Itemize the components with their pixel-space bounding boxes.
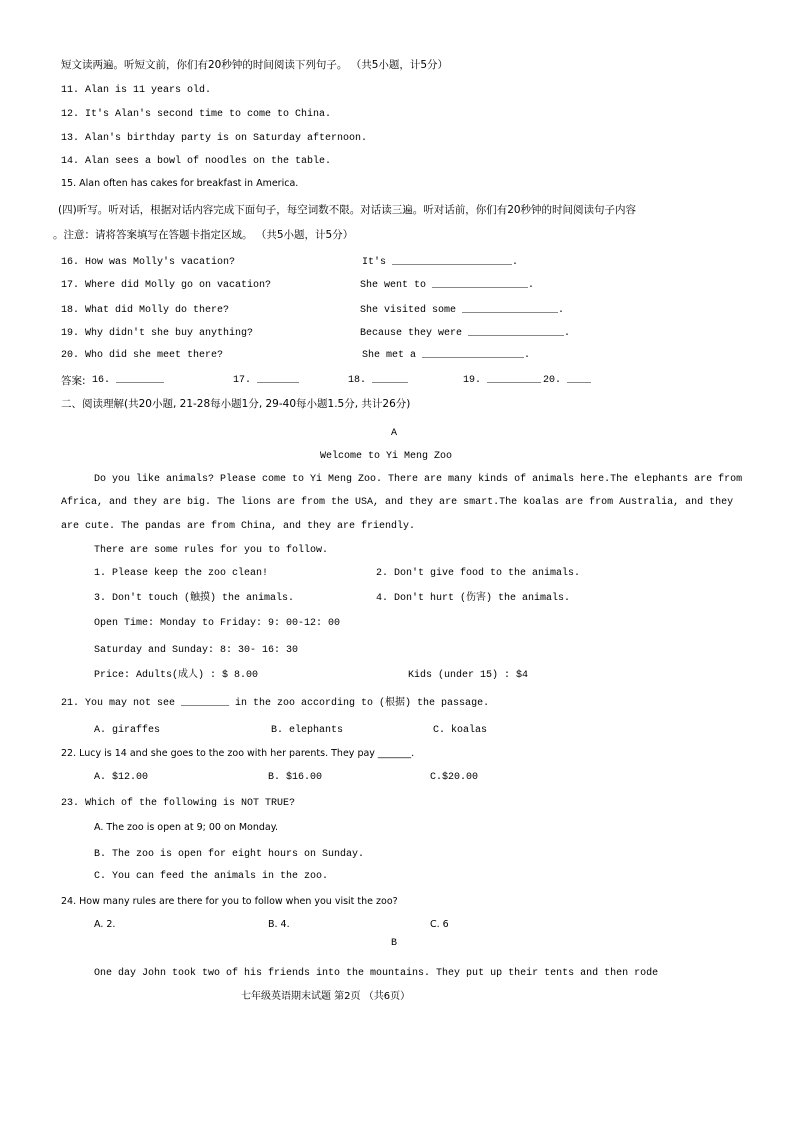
part-header: 二、阅读理解(共20小题, 21-28每小题1分, 29-40每小题1.5分, 共计26分) (61, 398, 411, 410)
passage-title: Welcome to Yi Meng Zoo (320, 451, 453, 462)
question-stem: 23. Which of the following is NOT TRUE? (61, 798, 296, 809)
answer-slot: 17. _______ (233, 375, 300, 386)
passage-letter: A (391, 428, 398, 439)
price-adults: Price: Adults(成人) : $ 8.00 (94, 670, 259, 681)
question-stem: 24. How many rules are there for you to follow when you visit the zoo? (61, 896, 398, 907)
answer-slot: 20. ____ (543, 375, 592, 386)
passage-text: One day John took two of his friends into the mountains. They put up their tents and then rode (94, 968, 659, 979)
page-footer: 七年级英语期末试题 第2页 （共6页） (241, 991, 411, 1002)
option: A. $12.00 (94, 772, 149, 783)
dictation-answer: Because they were ________________. (360, 328, 571, 339)
rule-item: 1. Please keep the zoo clean! (94, 568, 269, 579)
rule-item: 4. Don't hurt (伤害) the animals. (376, 593, 571, 604)
tf-item: 15. Alan often has cakes for breakfast in America. (61, 178, 299, 189)
open-time: Saturday and Sunday: 8: 30- 16: 30 (94, 645, 299, 656)
tf-item: 13. Alan's birthday party is on Saturday afternoon. (61, 133, 368, 144)
option: C. You can feed the animals in the zoo. (94, 871, 329, 882)
question-stem: 22. Lucy is 14 and she goes to the zoo with her parents. They pay _______. (61, 748, 415, 759)
option: A. The zoo is open at 9; 00 on Monday. (94, 822, 278, 833)
option: B. The zoo is open for eight hours on Sunday. (94, 849, 365, 860)
open-time: Open Time: Monday to Friday: 9: 00-12: 00 (94, 618, 341, 629)
dictation-question: 20. Who did she meet there? (61, 350, 224, 361)
tf-item: 12. It's Alan's second time to come to China. (61, 109, 332, 120)
answer-slot: 19. _________ (463, 375, 542, 386)
rule-item: 3. Don't touch (触摸) the animals. (94, 593, 295, 604)
section-header-cont: 。注意：请将答案填写在答题卡指定区域。 （共5小题，计5分） (53, 229, 354, 241)
option: C.$20.00 (430, 772, 479, 783)
passage-letter: B (391, 938, 398, 949)
price-kids: Kids (under 15) : $4 (408, 670, 529, 681)
dictation-question: 19. Why didn't she buy anything? (61, 328, 254, 339)
option: C. 6 (430, 919, 449, 930)
dictation-question: 16. How was Molly's vacation? (61, 257, 236, 268)
dictation-question: 18. What did Molly do there? (61, 305, 230, 316)
option: B. $16.00 (268, 772, 323, 783)
option: B. elephants (271, 725, 344, 736)
answer-slot: 16. ________ (92, 375, 165, 386)
option: B. 4. (268, 919, 290, 930)
tf-item: 11. Alan is 11 years old. (61, 85, 212, 96)
section-header: (四)听写。听对话，根据对话内容完成下面句子，每空词数不限。对话读三遍。听对话前，你们有20秒钟的时间阅读句子内容 (58, 204, 637, 216)
tf-item: 14. Alan sees a bowl of noodles on the table. (61, 156, 332, 167)
passage-text: Africa, and they are big. The lions are from the USA, and they are smart.The koalas are from Australia, and they (61, 497, 734, 508)
dictation-answer: She went to ________________. (360, 280, 535, 291)
rules-intro: There are some rules for you to follow. (94, 545, 329, 556)
dictation-answer: She met a _________________. (362, 350, 531, 361)
dictation-answer: It's ____________________. (362, 257, 519, 268)
answer-label: 答案: (61, 375, 86, 387)
dictation-answer: She visited some ________________. (360, 305, 565, 316)
passage-text: Do you like animals? Please come to Yi Meng Zoo. There are many kinds of animals here.The elephants are from (94, 474, 743, 485)
answer-slot: 18. ______ (348, 375, 409, 386)
question-stem: 21. You may not see ________ in the zoo according to (根据) the passage. (61, 698, 490, 709)
option: C. koalas (433, 725, 488, 736)
rule-item: 2. Don't give food to the animals. (376, 568, 581, 579)
option: A. 2. (94, 919, 116, 930)
passage-text: are cute. The pandas are from China, and they are friendly. (61, 521, 416, 532)
option: A. giraffes (94, 725, 161, 736)
dictation-question: 17. Where did Molly go on vacation? (61, 280, 272, 291)
section-header: 短文读两遍。听短文前，你们有20秒钟的时间阅读下列句子。 （共5小题，计5分） (61, 59, 449, 71)
